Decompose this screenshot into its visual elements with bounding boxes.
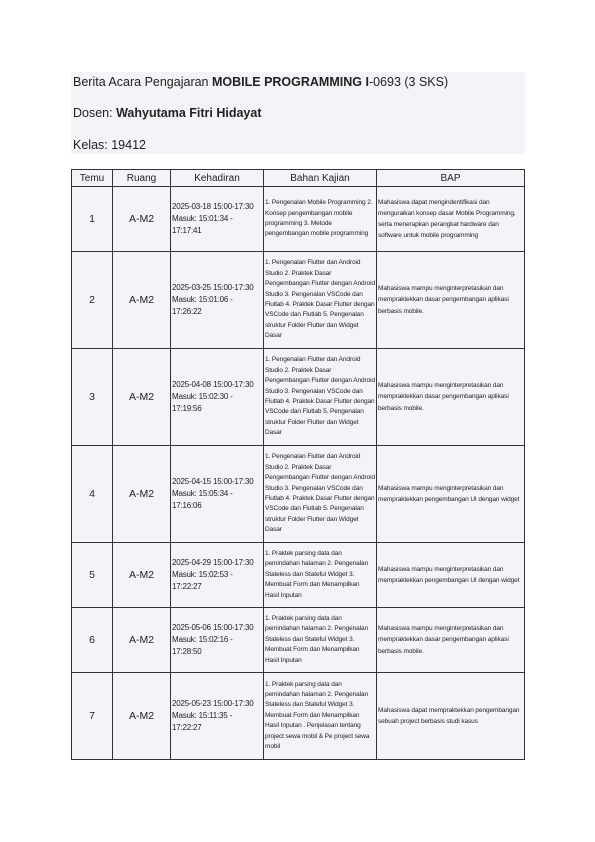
col-header-temu: Temu: [72, 170, 113, 187]
cell-temu: 4: [72, 446, 113, 543]
check-in-time: Masuk: 15:01:34 - 17:17:41: [172, 214, 233, 235]
cell-bahan-kajian: 1. Pengenalan Mobile Programming 2. Konsep pengembangan mobile programming 3. Metode pengembangan mobile programming: [264, 187, 377, 252]
table-row: [72, 446, 525, 543]
cell-bap: Mahasiswa mampu menginterpretasikan dan mempraktekkan pengembangan UI dengan widget: [377, 543, 525, 608]
cell-bahan-kajian: 1. Praktek parsing data dan pemindahan halaman 2. Pengenalan Stateless dan Stateful Widget 3. Membuat Form dan Menampilkan Hasil Inputan . Penjelasan tentang project sewa mobil & Pe project sewa mobil: [264, 673, 377, 760]
course-code: -0693 (3 SKS): [368, 75, 449, 89]
cell-bap: Mahasiswa mampu menginterpretasikan dan mempraktekkan pengembangan UI dengan widget: [377, 446, 525, 543]
check-in-time: Masuk: 15:02:16 - 17:28:50: [172, 635, 233, 656]
report-title: [73, 75, 448, 89]
cell-bahan-kajian: 1. Pengenalan Flutter dan Android Studio 2. Praktek Dasar Pengembangan Flutter dengan Android Studio 3. Pengenalan VSCode dan Flutlab 4. Praktek Dasar Flutter dengan VSCode dan Flutlab 5. Pengenalan struktur Folder Flutter dan Widget Dasar: [264, 446, 377, 543]
course-name: MOBILE PROGRAMMING I: [211, 75, 369, 89]
cell-ruang: A-M2: [113, 543, 171, 608]
col-header-kehadiran: Kehadiran: [171, 170, 264, 187]
table-row: [72, 608, 525, 673]
schedule-time: 2025-05-06 15:00-17:30: [172, 623, 254, 632]
cell-kehadiran: [171, 446, 264, 543]
cell-bahan-kajian: 1. Praktek parsing data dan pemindahan halaman 2. Pengenalan Stateless dan Stateful Widget 3. Membuat Form dan Menampilkan Hasil Inputan: [264, 543, 377, 608]
cell-ruang: A-M2: [113, 608, 171, 673]
cell-ruang: A-M2: [113, 446, 171, 543]
schedule-time: 2025-03-25 15:00-17:30: [172, 283, 254, 292]
cell-kehadiran: [171, 673, 264, 760]
cell-kehadiran: [171, 349, 264, 446]
cell-bap: Mahasiswa dapat mengindentifikasi dan menguraikan konsep dasar Mobile Programming, serta menerapkan perangkat hardware dan software untuk mobile programming: [377, 187, 525, 252]
cell-bap: Mahasiswa mampu menginterpretasikan dan mempraktekkan dasar pengembangan aplikasi berbasis mobile.: [377, 608, 525, 673]
check-in-time: Masuk: 15:11:35 - 17:22:27: [172, 711, 233, 732]
cell-temu: 3: [72, 349, 113, 446]
cell-bap: Mahasiswa mampu menginterpretasikan dan mempraktekkan dasar pengembangan aplikasi berbasis mobile.: [377, 349, 525, 446]
schedule-time: 2025-04-29 15:00-17:30: [172, 558, 254, 567]
title-prefix: Berita Acara Pengajaran: [73, 75, 212, 89]
class-value: 19412: [111, 138, 146, 152]
cell-bahan-kajian: 1. Praktek parsing data dan pemindahan halaman 2. Pengenalan Stateless dan Stateful Widget 3. Membuat Form dan Menampilkan Hasil Inputan: [264, 608, 377, 673]
cell-ruang: A-M2: [113, 349, 171, 446]
cell-bahan-kajian: 1. Pengenalan Flutter dan Android Studio 2. Praktek Dasar Pengembangan Flutter dengan Android Studio 3. Pengenalan VSCode dan Flutlab 4. Praktek Dasar Flutter dengan VSCode dan Flutlab 5. Pengenalan struktur Folder Flutter dan Widget Dasar: [264, 252, 377, 349]
schedule-time: 2025-03-18 15:00-17:30: [172, 202, 254, 211]
table-row: [72, 673, 525, 760]
class-line: [73, 138, 146, 152]
table-header-row: [72, 170, 525, 187]
cell-temu: 6: [72, 608, 113, 673]
cell-kehadiran: [171, 187, 264, 252]
check-in-time: Masuk: 15:02:53 - 17:22:27: [172, 570, 233, 591]
cell-kehadiran: [171, 252, 264, 349]
cell-temu: 5: [72, 543, 113, 608]
col-header-bahan-kajian: Bahan Kajian: [264, 170, 377, 187]
schedule-time: 2025-05-23 15:00-17:30: [172, 699, 254, 708]
cell-bahan-kajian: 1. Pengenalan Flutter dan Android Studio 2. Praktek Dasar Pengembangan Flutter dengan Android Studio 3. Pengenalan VSCode dan Flutlab 4. Praktek Dasar Flutter dengan VSCode dan Flutlab 5. Pengenalan struktur Folder Flutter dan Widget Dasar: [264, 349, 377, 446]
schedule-time: 2025-04-08 15:00-17:30: [172, 380, 254, 389]
col-header-bap: BAP: [377, 170, 525, 187]
attendance-table: [71, 169, 525, 760]
cell-ruang: A-M2: [113, 252, 171, 349]
table-row: [72, 349, 525, 446]
check-in-time: Masuk: 15:05:34 - 17:16:06: [172, 489, 233, 510]
lecturer-line: [73, 106, 262, 120]
table-row: [72, 543, 525, 608]
cell-bap: Mahasiswa dapat mempraktekkan pengembangan sebuah project berbasis studi kasus: [377, 673, 525, 760]
cell-ruang: A-M2: [113, 187, 171, 252]
lecturer-name: Wahyutama Fitri Hidayat: [116, 106, 262, 120]
check-in-time: Masuk: 15:01:06 - 17:26:22: [172, 295, 233, 316]
cell-temu: 1: [72, 187, 113, 252]
cell-temu: 7: [72, 673, 113, 760]
check-in-time: Masuk: 15:02:30 - 17:19:56: [172, 392, 233, 413]
class-label: Kelas:: [73, 138, 112, 152]
lecturer-label: Dosen:: [73, 106, 117, 120]
cell-kehadiran: [171, 543, 264, 608]
cell-bap: Mahasiswa mampu menginterpretasikan dan mempraktekkan dasar pengembangan aplikasi berbasis mobile.: [377, 252, 525, 349]
cell-ruang: A-M2: [113, 673, 171, 760]
report-header: [71, 72, 525, 154]
cell-temu: 2: [72, 252, 113, 349]
col-header-ruang: Ruang: [113, 170, 171, 187]
schedule-time: 2025-04-15 15:00-17:30: [172, 477, 254, 486]
table-row: [72, 252, 525, 349]
cell-kehadiran: [171, 608, 264, 673]
table-row: [72, 187, 525, 252]
